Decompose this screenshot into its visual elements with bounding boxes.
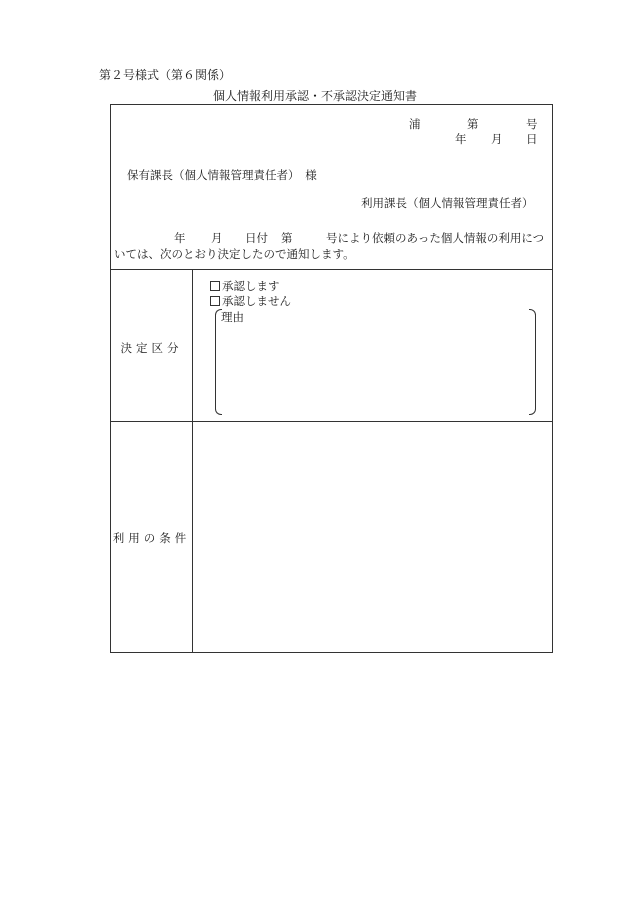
addressee: 保有課長（個人情報管理責任者） 様 xyxy=(127,168,317,182)
conditions-field[interactable] xyxy=(193,422,553,653)
dai-label: 第 xyxy=(467,117,479,131)
conditions-label: 利用の条件 xyxy=(112,531,191,545)
body-dai: 第 xyxy=(281,231,293,245)
approve-checkbox[interactable] xyxy=(210,281,220,291)
gou-label: 号 xyxy=(526,117,538,131)
body-line1-rest: 号により依頼のあった個人情報の利用につ xyxy=(326,231,545,245)
body-line2: いては、次のとおり決定したので通知します。 xyxy=(114,247,355,261)
body-hizuke: 日付 xyxy=(245,231,268,245)
reject-option-label: 承認しません xyxy=(222,294,291,308)
decision-label: 決定区分 xyxy=(120,341,183,355)
form-frame xyxy=(110,104,553,653)
reason-label: 理由 xyxy=(221,310,244,324)
day-label: 日 xyxy=(526,132,538,146)
divider-header xyxy=(111,269,552,270)
approve-option-label: 承認します xyxy=(222,279,280,293)
form-number: 第２号様式（第６関係） xyxy=(99,68,232,82)
ura-label: 浦 xyxy=(409,117,421,131)
approve-option[interactable] xyxy=(210,278,280,294)
reason-bracket-right xyxy=(529,309,536,415)
reject-checkbox[interactable] xyxy=(210,296,220,306)
reject-option[interactable] xyxy=(210,293,291,309)
body-year: 年 xyxy=(174,231,186,245)
body-month: 月 xyxy=(211,231,223,245)
month-label: 月 xyxy=(491,132,503,146)
year-label: 年 xyxy=(455,132,467,146)
sender: 利用課長（個人情報管理責任者） xyxy=(361,196,534,210)
document-title: 個人情報利用承認・不承認決定通知書 xyxy=(212,89,417,103)
